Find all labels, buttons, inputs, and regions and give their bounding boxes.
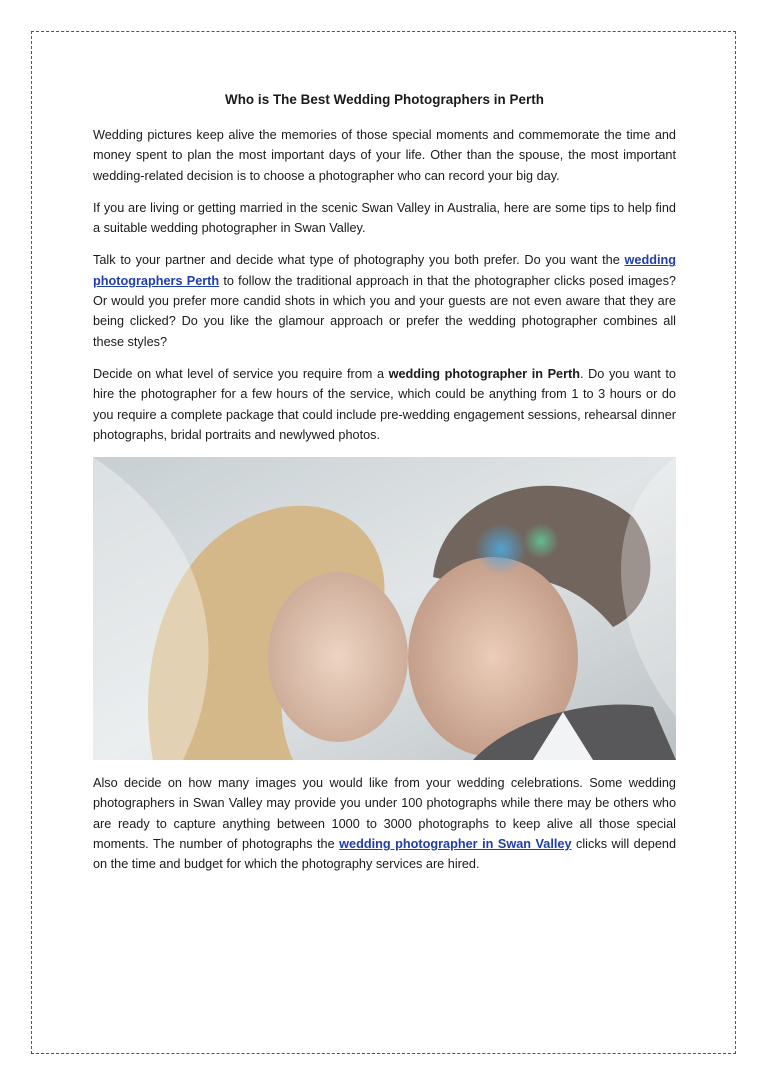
paragraph-text: clicks will depend on the time and budget for which the photography services are hired.: [93, 837, 677, 872]
paragraph-text: Also decide on how many images you would like from your wedding celebrations. Some wedding photographers in Swan Valley may provide you under 100 photographs while there may be others who are ready to capture anything between 1000 to 3000 photographs to keep alive all those special moments. The number of photographs the: [93, 776, 676, 852]
wedding-photographers-perth-link[interactable]: wedding photographers Perth: [93, 253, 676, 288]
paragraph-text: Talk to your partner and decide what type of photography you both prefer. Do you want the: [93, 253, 625, 268]
paragraph-photography-style: [93, 250, 676, 351]
paragraph-text: . Do you want to hire the photographer for a few hours of the service, which could be anything from 1 to 3 hours or do you require a complete package that could include pre-wedding engagement sessions, rehearsal dinner photographs, bridal portraits and newlywed photos.: [93, 366, 676, 442]
paragraph-service-level: [93, 364, 676, 445]
document-body: [93, 92, 676, 887]
wedding-couple-photo: [93, 457, 676, 760]
document-title: Who is The Best Wedding Photographers in Perth: [225, 92, 544, 107]
wedding-photographer-swan-valley-link[interactable]: wedding photographer in Swan Valley: [339, 837, 572, 852]
bold-keyword: wedding photographer in Perth: [388, 366, 581, 381]
paragraph-swan-valley: If you are living or getting married in the scenic Swan Valley in Australia, here are some tips to help find a suitable wedding photographer in Swan Valley.: [93, 200, 676, 236]
paragraph-text: to follow the traditional approach in that the photographer clicks posed images? Or would you prefer more candid shots in which you and your guests are not even aware that they are being clicked? Do you like the glamour approach or prefer the wedding photographer combines all these styles?: [93, 273, 676, 349]
paragraph-image-count: [93, 773, 676, 874]
paragraph-intro: Wedding pictures keep alive the memories of those special moments and commemorate the time and money spent to plan the most important days of your life. Other than the spouse, the most important wedding-related decision is to choose a photographer who can record your big day.: [93, 128, 676, 183]
paragraph-text: Decide on what level of service you require from a: [93, 366, 389, 381]
